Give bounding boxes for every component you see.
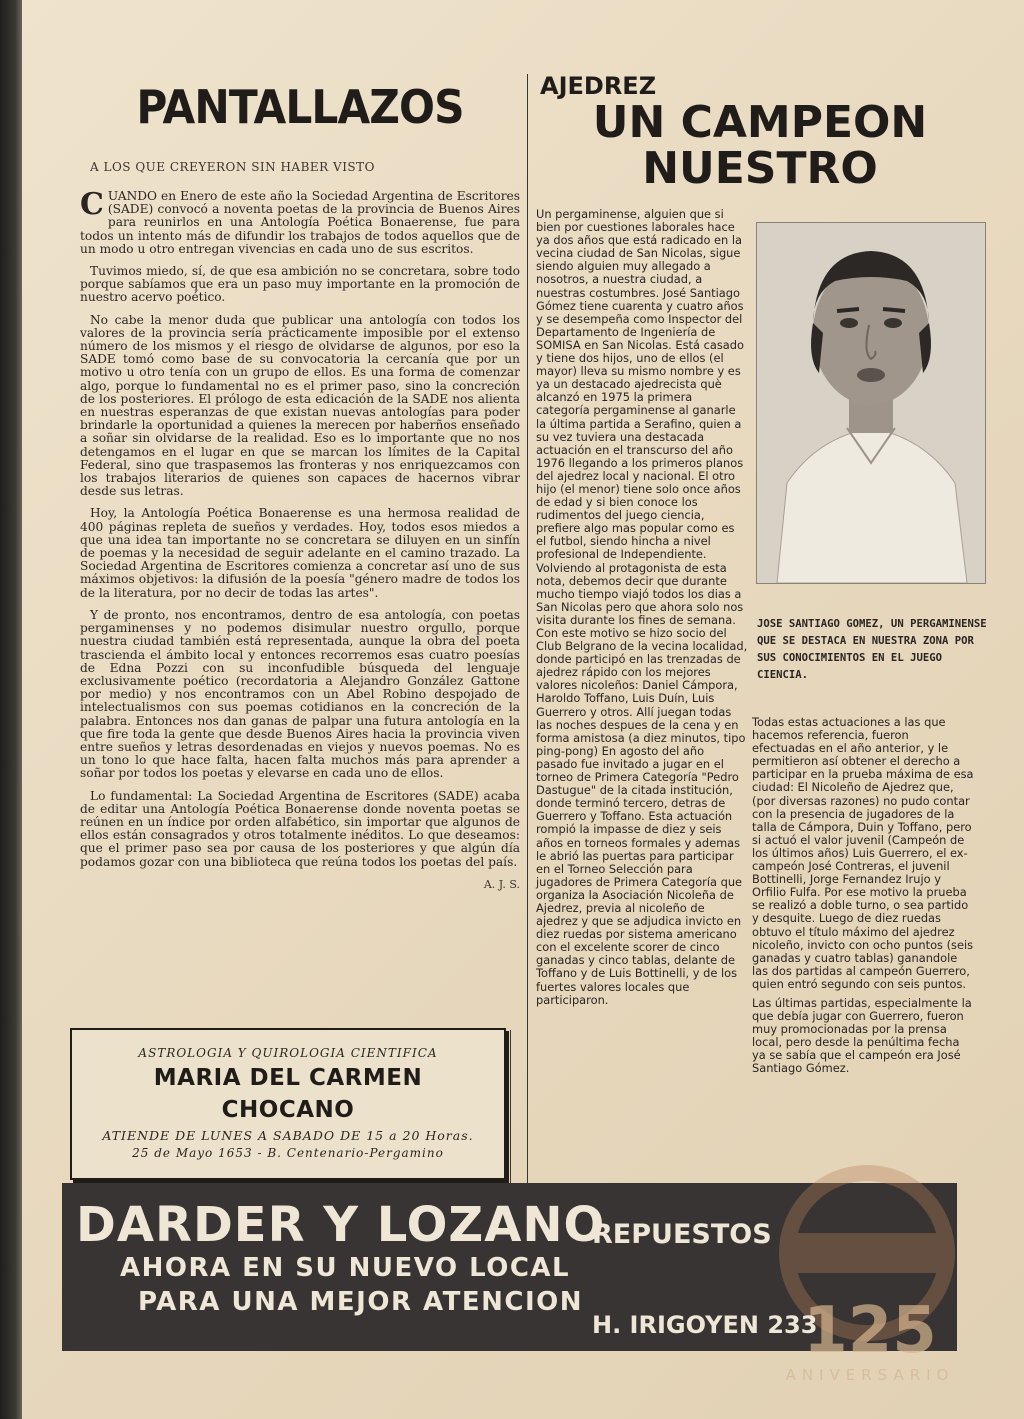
article-paragraph: Hoy, la Antología Poética Bonaerense es una hermosa realidad de 400 páginas repleta de sueños y verdades. Hoy, todos esos miedos a que una idea tan importante no se concretara se diluyen en un sinfín de poemas y la necesidad de seguir adelante en el camino trazado. La Sociedad Argentina de Escritores comienza a concretar así uno de sus máximos objetivos: la difusión de la poesía "género madre de todos los de la literatura, por no decir de todas las artes". bbox=[80, 506, 520, 600]
article-paragraph: Tuvimos miedo, sí, de que esa ambición no se concretara, sobre todo porque sabíamos que era un paso muy importante en la promoción de nuestro acervo poético. bbox=[80, 264, 520, 305]
article-paragraph: Todas estas actuaciones a las que hacemos referencia, fueron efectuadas en el año anterior, y le permitieron así obtener el derecho a participar en la prueba máxima de esa ciudad: El Nicoleño de Ajedrez que, (por diversas razones) no pudo contar con la presencia de jugadores de la talla de Cámpora, Duin y Toffano, pero si actuó el valor juvenil (Campeón de los últimos años) Luis Guerrero, el ex-campeón José Contreras, el juvenil Bottinelli, Jorge Fernandez Irujo y Orfilio Fulfa. Por ese motivo la prueba se realizó a doble turno, o sea partido y desquite. Luego de diez ruedas obtuvo el título máximo del ajedrez nicoleño, invicto con ocho puntos (seis ganadas y cuatro tablas) ganandole las dos partidas al campeón Guerrero, quien entró segundo con seis puntos. bbox=[752, 715, 974, 991]
headline-line2: NUESTRO bbox=[642, 143, 878, 194]
column-divider bbox=[527, 74, 528, 1184]
section-kicker: AJEDREZ bbox=[540, 72, 657, 100]
ad-line2: AHORA EN SU NUEVO LOCAL bbox=[120, 1253, 571, 1283]
article-body bbox=[80, 187, 520, 869]
ad-name-line1: MARIA DEL CARMEN bbox=[153, 1065, 423, 1091]
article-paragraph: Un pergaminense, alguien que si bien por cuestiones laborales hace ya dos años que está radicado en la vecina ciudad de San Nicolas, sigue siendo alguien muy allegado a nosotros, a nuestra ciudad, a nuestras costumbres. José Santiago Gómez tiene cuarenta y cuatro años y se desempeña como Inspector del Departamento de Ingeniería de SOMISA en San Nicolas. Está casado y tiene dos hijos, uno de ellos (el mayor) lleva su mismo nombre y es ya un destacado ajedrecista què alcanzó en 1975 la primera categoría pergaminense al ganarle la última partida a Serafino, quien a su vez tuviera una destacada actuación en el transcurso del año 1976 llegando a los primeros planos del ajedrez local y nacional. El otro hijo (el menor) tiene solo once años de edad y si bien conoce los rudimentos del juego ciencia, prefiere algo mas popular como es el futbol, siendo hincha a nivel profesional de Independiente. Volviendo al protagonista de esta nota, debemos decir que durante mucho tiempo viajó todos los dias a San Nicolas pero que ahora solo nos visita durante los fines de semana. Con este motivo se hizo socio del Club Belgrano de la vecina localidad, donde participó en las trenzadas de ajedrez rápido con los mejores valores nicoleños: Daniel Cámpora, Haroldo Toffano, Luis Duín, Luis Guerrero y otros. Allí juegan todas las noches despues de la cena y en forma amistosa (a diez minutos, tipo ping-pong) En agosto del año pasado fue invitado a jugar en el torneo de Primera Categoría "Pedro Dastugue" de la citada institución, donde terminó tercero, detras de Guerrero y Toffano. Esta actuación rompió la impasse de diez y seis años en torneos formales y ademas le abrió las puertas para participar en el Torneo Selección para jugadores de Primera Categoría que organiza la Asociación Nicoleña de Ajedrez, previa al nicoleño de ajedrez y que se adjudica invicto en diez ruedas por sistema americano con el excelente scorer de cinco ganadas y cinco tablas, delante de Toffano y de Luis Bottinelli, y de los fuertes valores locales que participaron. bbox=[536, 207, 748, 1007]
article-headline: PANTALLAZOS bbox=[136, 80, 464, 134]
column-divider bbox=[510, 1030, 511, 1185]
ad-address: 25 de Mayo 1653 - B. Centenario-Pergamino bbox=[132, 1146, 444, 1160]
portrait-photo bbox=[756, 222, 986, 584]
watermark-number: 125 bbox=[803, 1294, 937, 1368]
headline-line1: UN CAMPEON bbox=[592, 97, 928, 148]
article-paragraph: Lo fundamental: La Sociedad Argentina de Escritores (SADE) acaba de editar una Antología Poética Bonaerense donde noventa poetas se reúnen en un índice por orden alfabético, sin importar que algunos de ellos están consagrados y otros totalmente inéditos. Lo que deseamos: que el primer paso sea por causa de los posteriores y que algún día podamos gozar con una biblioteca que reúna todos los poetas del país. bbox=[80, 788, 520, 869]
article-paragraph: Y de pronto, nos encontramos, dentro de esa antología, con poetas pergaminenses y no podemos disimular nuestro orgullo, porque nuestra ciudad también está representada, aunque la obra del poeta trascienda el ámbito local y entonces recorremos esas cuatro poesías de Edna Pozzi con su inconfudible búsqueda del lenguaje exclusivamente poético (recordatoria a Alejandro González Gattone por medio) y nos encontramos con un Abel Robino despojado de intelectualismos con sus poemas cotidianos en la concreción de la palabra. Entonces nos dan ganas de palpar una futura antología en la que fire toda la gente que desde Buenos Aires hacia la provincia viven entre sueños y letras desordenadas en viejos y nuevos poemas. No es un tono lo que hace falta, hacen falta muchos más para aprender a soñar por todos los poetas y elevarse en cada uno de ellos. bbox=[80, 607, 520, 781]
ad-hours: ATIENDE DE LUNES A SABADO DE 15 a 20 Horas. bbox=[102, 1128, 474, 1143]
article-paragraph: CUANDO en Enero de este año la Sociedad Argentina de Escritores (SADE) convocó a noventa poetas de la provincia de Buenos Aires para reunirlos en una Antología Poética Bonaerense, fue para todos un intento más de difundir los trabajos de todos aquellos que de un modo u otro entregan vivencias en cada uno de sus escritos. bbox=[80, 187, 520, 256]
ad-line3: PARA UNA MEJOR ATENCION bbox=[138, 1287, 583, 1317]
ad-service: ASTROLOGIA Y QUIROLOGIA CIENTIFICA bbox=[138, 1046, 438, 1060]
article-subhead: A LOS QUE CREYERON SIN HABER VISTO bbox=[90, 160, 375, 174]
author-signature: A. J. S. bbox=[483, 877, 520, 891]
anniversary-watermark bbox=[770, 1296, 970, 1384]
chess-article-column-a bbox=[536, 208, 748, 1007]
chess-article-column-b bbox=[752, 716, 974, 1076]
book-spine bbox=[0, 0, 22, 1419]
photo-caption: JOSE SANTIAGO GOMEZ, UN PERGAMINENSE QUE SE DESTACA EN NUESTRA ZONA POR SUS CONOCIMIENTOS EN EL JUEGO CIENCIA. bbox=[757, 618, 987, 681]
ad-category: REPUESTOS bbox=[592, 1219, 772, 1250]
ad-name-line2: CHOCANO bbox=[221, 1097, 355, 1123]
ad-company-name: DARDER Y LOZANO bbox=[76, 1197, 606, 1253]
astrology-ad bbox=[70, 1028, 506, 1180]
article-paragraph: Las últimas partidas, especialmente la que debía jugar con Guerrero, fueron muy promocionadas por la prensa local, pero desde la penúltima fecha ya se sabía que el campeón era José Santiago Gómez. bbox=[752, 995, 972, 1076]
article-paragraph: No cabe la menor duda que publicar una antología con todos los valores de la provincia sería prácticamente imposible por el extenso número de los mismos y el riesgo de olvidarse de algunos, por eso la SADE tomó como base de su convocatoria la cercanía que por un motivo u otro tenía con un grupo de ellos. Es una forma de comenzar algo, porque lo fundamental no es el primer paso, sino la concreción de los posteriores. El prólogo de esta edicación de la SADE nos alienta en nuestras esperanzas de que existan nuevas antologías para poder brindarle la oportunidad a quienes la merecen por haberños enseñado a soñar sin olvidarse de la realidad. Eso es lo importante que no nos detengamos en el lugar en que se marcan los límites de la Capital Federal, sino que traspasemos las fronteras y nos enriquezcamos con los trabajos literarios de quienes son capaces de hacernos vibrar desde sus letras. bbox=[80, 312, 520, 499]
drop-cap: C bbox=[80, 187, 104, 222]
ad-address: H. IRIGOYEN 233 bbox=[592, 1311, 818, 1339]
watermark-label: ANIVERSARIO bbox=[785, 1366, 955, 1384]
portrait-illustration bbox=[757, 223, 985, 583]
pantallazos-article bbox=[80, 80, 520, 891]
ajedrez-header bbox=[540, 72, 940, 192]
